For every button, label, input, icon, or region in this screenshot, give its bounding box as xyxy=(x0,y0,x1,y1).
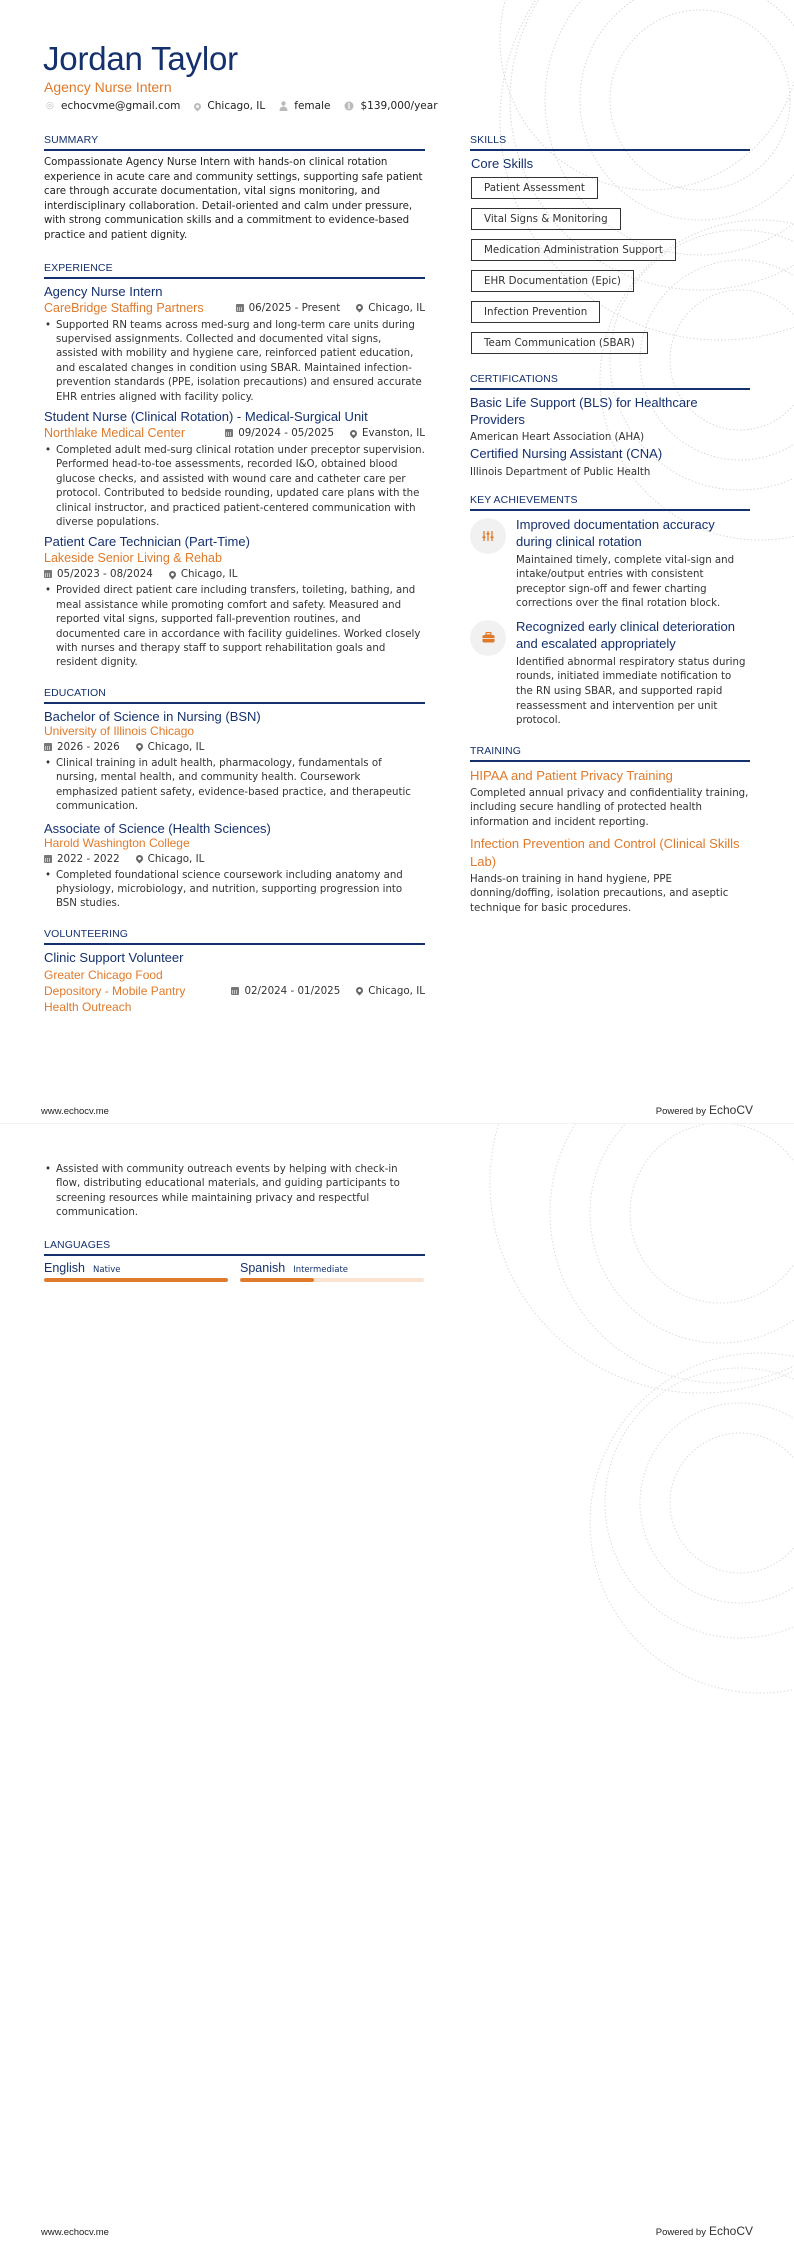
powered-by-label: Powered by xyxy=(655,2227,706,2238)
achievements-section xyxy=(470,494,750,729)
location-pin-icon xyxy=(355,986,365,996)
degree-title: Bachelor of Science in Nursing (BSN) xyxy=(44,708,261,724)
location-pin-icon xyxy=(134,742,144,752)
education-location: Chicago, IL xyxy=(147,852,205,865)
skill-group-title: Core Skills xyxy=(471,156,534,171)
achievement-item xyxy=(470,516,750,612)
experience-item xyxy=(44,284,425,405)
right-column xyxy=(470,134,750,920)
education-item xyxy=(44,821,425,912)
skill-chips xyxy=(471,177,750,363)
language-name: English xyxy=(44,1260,85,1275)
section-title-experience: EXPERIENCE xyxy=(44,262,425,279)
sliders-icon xyxy=(470,518,506,554)
training-item xyxy=(470,767,750,831)
contact-email[interactable] xyxy=(46,100,180,112)
training-item xyxy=(470,835,750,917)
summary-section xyxy=(44,134,425,244)
training-section xyxy=(470,745,750,917)
training-title: Infection Prevention and Control (Clinical Skills Lab) xyxy=(470,835,740,869)
section-title-skills: SKILLS xyxy=(470,134,750,151)
skill-chip: Vital Signs & Monitoring xyxy=(471,208,621,230)
certifications-section xyxy=(470,373,750,478)
job-dates: 09/2024 - 05/2025 xyxy=(238,427,335,439)
education-location: Chicago, IL xyxy=(147,740,205,753)
education-section xyxy=(44,687,425,912)
job-description: • Completed adult med-surg clinical rotation under preceptor supervision. Performed head-to-toe assessments, recorded I&O, obtained blood glucose checks, and assisted with wound care and catheter care per protocol. Contributed to bedside rounding, updated care plans with the clinical instructor, and practiced patient-centered communication with diverse populations. xyxy=(44,444,425,530)
calendar-icon xyxy=(231,987,239,995)
contact-gender xyxy=(279,100,330,112)
skill-chip: Team Communication (SBAR) xyxy=(471,332,648,354)
brand-name[interactable]: EchoCV xyxy=(708,2224,753,2238)
education-description: • Clinical training in adult health, pharmacology, fundamentals of nursing, mental health, and community health. Coursework emphasized patient safety, evidence-based practice, and therapeutic communication. xyxy=(44,757,425,815)
left-column xyxy=(44,134,425,1015)
summary-text: Compassionate Agency Nurse Intern with hands-on clinical rotation experience in acute care and community settings, supporting safe patient care through accurate documentation, vital signs monitoring, and interdisciplinary collaboration. Detail-oriented and calm under pressure, with strong communication skills and a commitment to evidence-based practice and patient dignity. xyxy=(44,157,423,241)
website-link[interactable]: www.echocv.me xyxy=(41,2227,109,2238)
calendar-icon xyxy=(44,570,52,578)
section-title-summary: SUMMARY xyxy=(44,134,425,151)
volunteer-location: Chicago, IL xyxy=(368,984,425,997)
school-name: Harold Washington College xyxy=(44,835,190,850)
language-name: Spanish xyxy=(240,1260,286,1275)
candidate-name: Jordan Taylor xyxy=(43,40,238,77)
job-title: Student Nurse (Clinical Rotation) - Medical-Surgical Unit xyxy=(44,409,368,424)
job-dates: 05/2023 - 08/2024 xyxy=(57,568,153,581)
email-icon: ◎ xyxy=(46,100,54,111)
calendar-icon xyxy=(44,743,52,751)
language-item-english xyxy=(44,1261,228,1282)
location-pin-icon xyxy=(355,303,365,313)
training-title: HIPAA and Patient Privacy Training xyxy=(470,767,673,783)
section-title-languages: LANGUAGES xyxy=(44,1239,425,1256)
certification-issuer: American Heart Association (AHA) xyxy=(470,432,645,443)
contact-location xyxy=(194,100,265,112)
achievement-item xyxy=(470,618,750,729)
certification-name: Basic Life Support (BLS) for Healthcare Providers xyxy=(470,395,698,427)
job-description: • Supported RN teams across med-surg and long-term care units during supervised assignments. Collected and documented vital signs, assisted with mobility and hygiene care, reinforced patient education, and escalated changes in condition using SBAR. Maintained infection-prevention standards (PPE, isolation precautions) and ensured accurate EHR entries aligned with facility policy. xyxy=(44,319,425,405)
calendar-icon xyxy=(236,304,244,312)
skill-chip: Medication Administration Support xyxy=(471,239,676,261)
volunteer-dates: 02/2024 - 01/2025 xyxy=(244,984,341,997)
volunteer-org: Greater Chicago Food Depository - Mobile Pantry Health Outreach xyxy=(44,967,186,1014)
employer-name: Lakeside Senior Living & Rehab xyxy=(44,551,222,566)
achievement-title: Improved documentation accuracy during clinical rotation xyxy=(516,516,715,549)
section-title-volunteering: VOLUNTEERING xyxy=(44,928,425,945)
training-description: Completed annual privacy and confidentiality training, including secure handling of protected health information and incident reporting. xyxy=(470,787,749,829)
job-location: Evanston, IL xyxy=(362,427,425,439)
skill-chip: EHR Documentation (Epic) xyxy=(471,270,634,292)
candidate-role: Agency Nurse Intern xyxy=(44,79,172,95)
job-description: • Provided direct patient care including transfers, toileting, bathing, and meal assistance while promoting comfort and safety. Measured and reported vital signs, supported fall-prevention routines, and documented care in accordance with facility guidelines. Worked closely with nurses and therapy staff to support rehabilitation goals and resident dignity. xyxy=(44,584,425,670)
powered-by xyxy=(656,2224,753,2238)
location-text: Chicago, IL xyxy=(207,100,266,112)
location-pin-icon xyxy=(167,569,177,579)
skills-section xyxy=(470,134,750,363)
education-dates: 2026 - 2026 xyxy=(57,740,120,753)
volunteer-description: • Assisted with community outreach events by helping with check-in flow, distributing educational materials, and guiding participants to screening resources while maintaining privacy and respectful communication. xyxy=(44,1163,425,1221)
page-footer xyxy=(41,1103,753,1117)
languages-section xyxy=(44,1239,425,1282)
website-link[interactable]: www.echocv.me xyxy=(41,1106,109,1117)
job-location: Chicago, IL xyxy=(368,301,425,314)
section-title-achievements: KEY ACHIEVEMENTS xyxy=(470,494,750,511)
education-item xyxy=(44,709,425,815)
gender-text: female xyxy=(294,100,331,112)
location-pin-icon xyxy=(349,428,359,438)
job-dates: 06/2025 - Present xyxy=(248,301,341,314)
volunteering-item xyxy=(44,950,425,1015)
job-location: Chicago, IL xyxy=(180,568,238,581)
email-text: echocvme@gmail.com xyxy=(61,100,181,112)
briefcase-icon xyxy=(470,620,506,656)
left-column-continued xyxy=(44,1163,425,1282)
calendar-icon xyxy=(44,855,52,863)
certification-item xyxy=(470,395,750,443)
education-description: • Completed foundational science coursework including anatomy and physiology, microbiology, and nutrition, supporting progression into BSN studies. xyxy=(44,869,425,912)
language-proficiency-bar xyxy=(44,1278,228,1282)
contact-salary xyxy=(344,100,437,112)
employer-name: CareBridge Staffing Partners xyxy=(44,300,204,315)
training-description: Hands-on training in hand hygiene, PPE donning/doffing, isolation precautions, and aseptic technique for basic procedures. xyxy=(470,873,729,914)
section-title-certifications: CERTIFICATIONS xyxy=(470,373,750,390)
certification-issuer: Illinois Department of Public Health xyxy=(470,466,651,478)
location-pin-icon xyxy=(134,854,144,864)
volunteer-role: Clinic Support Volunteer xyxy=(44,949,184,965)
skill-chip: Patient Assessment xyxy=(471,177,598,199)
certification-item xyxy=(470,446,750,478)
page-footer xyxy=(41,2224,753,2238)
job-title: Agency Nurse Intern xyxy=(44,283,163,299)
powered-by xyxy=(656,1103,753,1117)
calendar-icon xyxy=(225,429,233,437)
contact-info xyxy=(46,100,438,112)
achievement-title: Recognized early clinical deterioration and escalated appropriately xyxy=(516,618,735,651)
experience-section xyxy=(44,262,425,671)
language-item-spanish xyxy=(240,1261,424,1282)
school-name: University of Illinois Chicago xyxy=(44,723,195,738)
volunteering-section xyxy=(44,928,425,1015)
section-title-education: EDUCATION xyxy=(44,687,425,704)
salary-icon xyxy=(344,101,354,111)
education-dates: 2022 - 2022 xyxy=(57,852,120,865)
skill-chip: Infection Prevention xyxy=(471,301,600,323)
job-title: Patient Care Technician (Part-Time) xyxy=(44,534,250,550)
language-level: Intermediate xyxy=(293,1264,349,1275)
achievement-description: Identified abnormal respiratory status during rounds, initiated immediate notification to the RN using SBAR, and supported rapid reassessment and intervention per unit protocol. xyxy=(516,656,746,727)
section-title-training: TRAINING xyxy=(470,745,750,762)
degree-title: Associate of Science (Health Sciences) xyxy=(44,820,271,836)
resume-page-2 xyxy=(0,1123,794,2246)
salary-text: $139,000/year xyxy=(360,100,438,112)
language-level: Native xyxy=(93,1264,121,1275)
language-proficiency-bar xyxy=(240,1278,424,1282)
employer-name: Northlake Medical Center xyxy=(44,426,186,440)
achievement-description: Maintained timely, complete vital-sign and intake/output entries with consistent preceptor sign-off and fewer charting corrections over the final rotation block. xyxy=(516,554,735,610)
experience-item xyxy=(44,534,425,670)
person-icon xyxy=(279,101,288,111)
certification-name: Certified Nursing Assistant (CNA) xyxy=(470,446,663,461)
location-pin-icon xyxy=(193,101,203,111)
powered-by-label: Powered by xyxy=(655,1106,706,1117)
experience-item xyxy=(44,409,425,530)
brand-name[interactable]: EchoCV xyxy=(708,1103,753,1117)
